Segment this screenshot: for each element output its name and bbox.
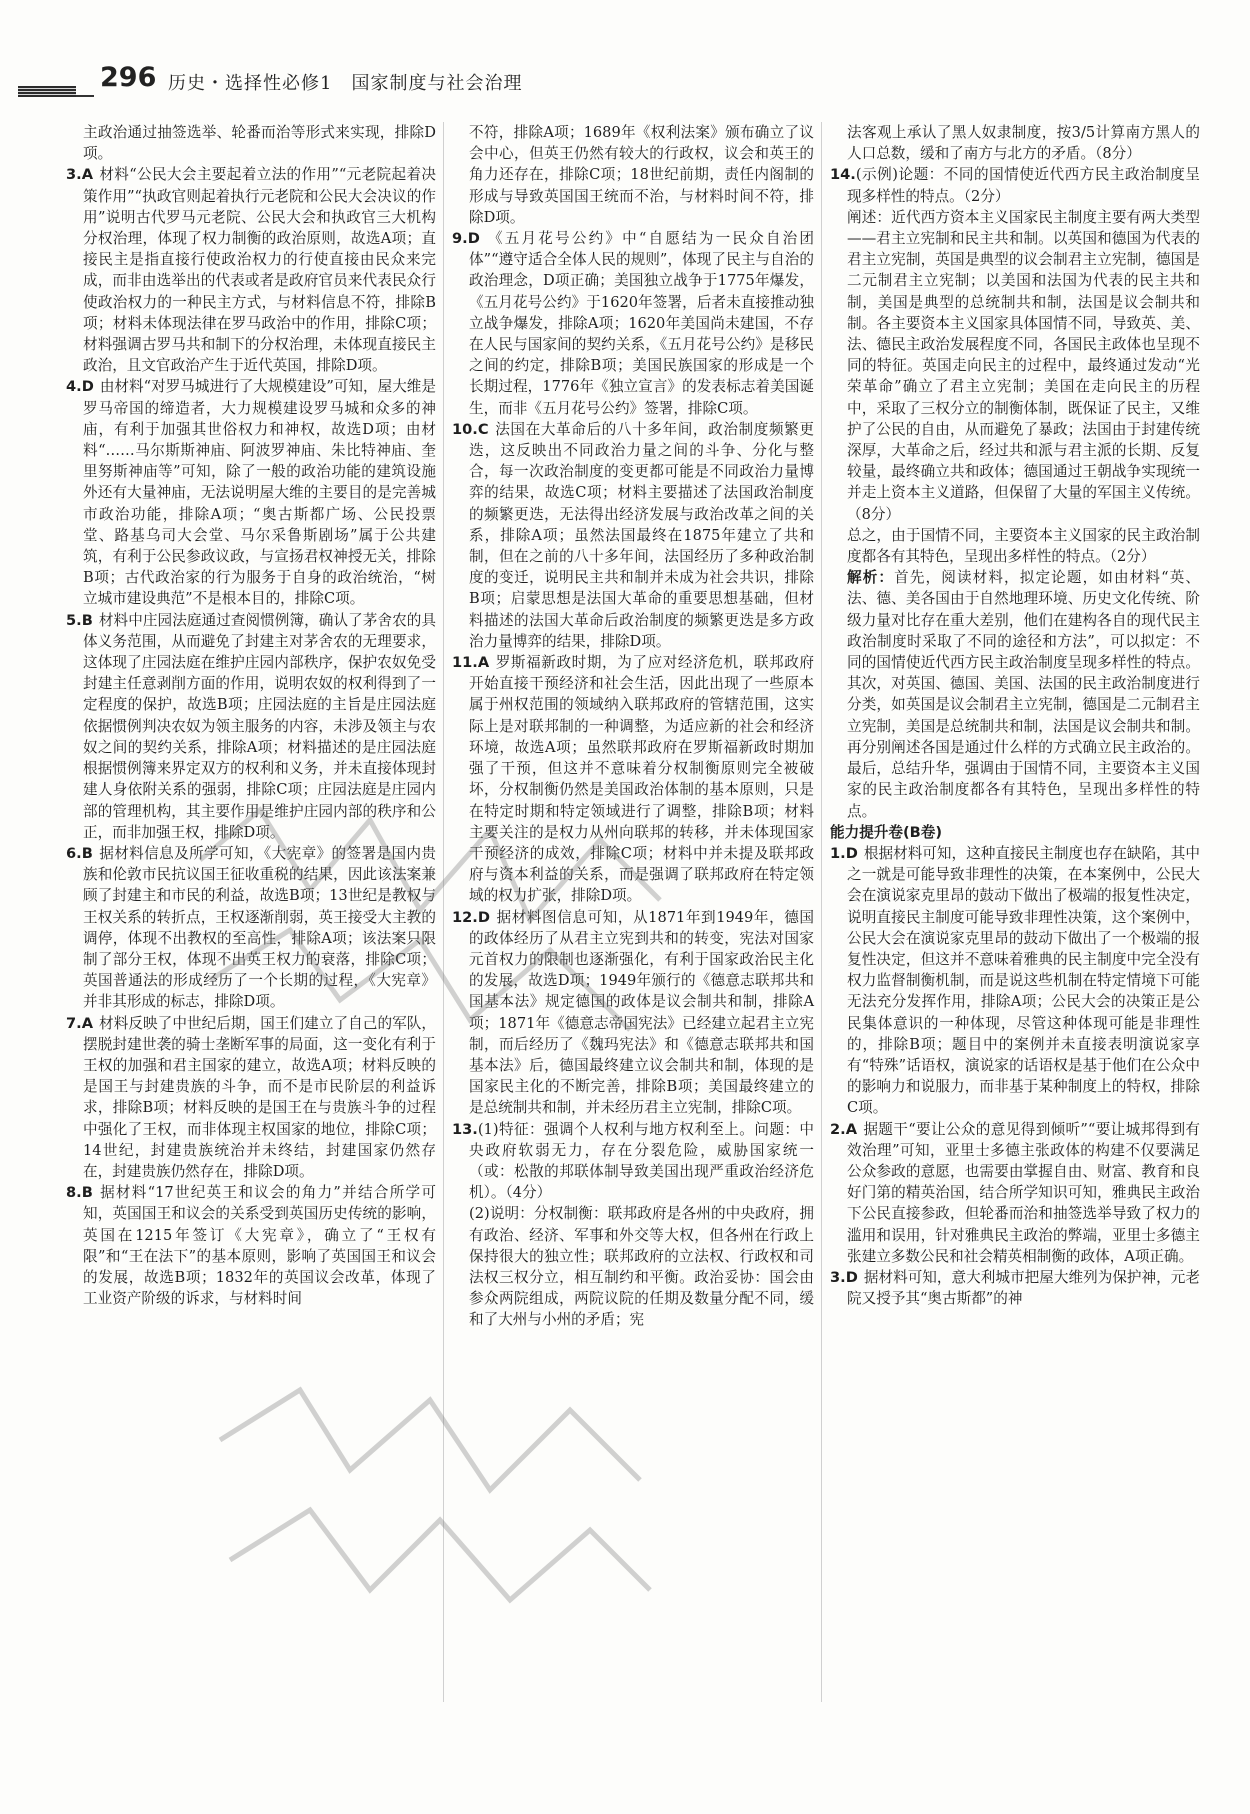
answer-explanation: 据材料信息及所学可知，《大宪章》的签署是国内贵族和伦敦市民抗议国王征收重税的结果，因此该法案兼顾了封建主和市民的利益，故选B项；13世纪是教权与王权关系的转折点，王权逐渐削弱，英王接受大主教的调停，体现不出教权的至高性，排除A项；该法案只限制了部分王权，体现不出英王权力的衰落，排除C项；英国普通法的形成经历了一个长期的过程，《大宪章》并非其形成的标志，排除D项。: [83, 844, 436, 1011]
answer-item: [452, 907, 814, 1119]
answer-item: [66, 376, 436, 609]
answer-item: [830, 1267, 1200, 1309]
answer-explanation: 据材料可知，意大利城市把屋大维列为保护神，元老院又授予其“奥古斯都”的神: [847, 1268, 1200, 1308]
column-divider: [443, 122, 444, 1702]
question-number: 5.: [66, 611, 82, 629]
answer-choice: A: [81, 166, 93, 184]
answer-choice: D: [845, 844, 858, 862]
header-title: 历史・选择性必修1 国家制度与社会治理: [168, 73, 523, 94]
answer-explanation: 据题干“要让公众的意见得到倾听”“要让城邦得到有效治理”可知，亚里士多德主张政体的构建不仅要满足公众参政的意愿，也需要由掌握自由、财富、教育和良好门第的精英治国，结合所学知识可知，雅典民主政治下公民直接参政，但轮番而治和抽签选举导致了权力的滥用和误用，针对雅典民主政治的弊端，亚里士多德主张建立多数公民和社会精英相制衡的政体，A项正确。: [847, 1120, 1200, 1265]
q14-analysis: [830, 567, 1200, 821]
answer-item-14: [830, 164, 1200, 821]
answer-item: [452, 1203, 814, 1330]
answer-item: [66, 610, 436, 843]
answer-explanation: 据材料“17世纪英王和议会的角力”并结合所学可知，英国国王和议会的关系受到英国历史传统的影响，英国在1215年签订《大宪章》，确立了“王权有限”和“王在法下”的基本原则，影响了英国国王和议会的发展，故选B项；1832年的英国议会改革，体现了工业资产阶级的诉求，与材料时间: [83, 1184, 436, 1308]
answer-choice: B: [81, 611, 93, 629]
answer-column-right: [830, 122, 1200, 1309]
answer-item: [66, 1182, 436, 1309]
answer-choice: A: [477, 654, 490, 672]
answer-explanation: 《五月花号公约》中“自愿结为一民众自治团体”“遵守适合全体人民的规则”，体现了民主与自治的政治理念，D项正确；美国独立战争于1775年爆发，《五月花号公约》于1620年签署，后者未直接推动独立战争爆发，排除A项；1620年美国尚未建国，不存在人民与国家间的契约关系，《五月花号公约》是移民之间的约定，排除B项；美国民族国家的形成是一个长期过程，1776年《独立宣言》的发表标志着美国诞生，而非《五月花号公约》签署，排除C项。: [469, 230, 814, 417]
answer-explanation: 材料反映了中世纪后期，国王们建立了自己的军队，摆脱封建世袭的骑士垄断军事的局面，这一变化有利于王权的加强和君主国家的建立，故选A项；材料反映的是国王与封建贵族的斗争，而不是市民阶层的利益诉求，排除B项；材料反映的是国王在与贵族斗争的过程中强化了王权，而非体现主权国家的地位，排除C项；14世纪，封建贵族统治并未终结，封建国家仍然存在，封建贵族仍然存在，排除D项。: [83, 1014, 436, 1180]
answer-choice: A: [845, 1120, 857, 1138]
q14-elaboration: 阐述：近代西方资本主义国家民主制度主要有两大类型——君主立宪制和民主共和制。以英国和德国为代表的君主立宪制，英国是典型的议会制君主立宪制，德国是二元制君主立宪制；以美国和法国为代表的民主共和制，美国是典型的总统制共和制，法国是议会制共和制。各主要资本主义国家具体国情不同，导致英、美、法、德民主政治发展程度不同，各国民主政体也呈现不同的特征。英国走向民主的过程中，最终通过发动“光荣革命”确立了君主立宪制；美国在走向民主的历程中，采取了三权分立的制衡体制，既保证了民主，又维护了公民的自由，从而避免了暴政；法国由于封建传统深厚，大革命之后，经过共和派与君主派的长期、反复较量，最终确立共和政体；德国通过王朝战争实现统一并走上资本主义道路，但保留了大量的军国主义传统。（8分）: [847, 208, 1200, 523]
answer-explanation: 材料中庄园法庭通过查阅惯例簿，确认了茅舍农的具体义务范围，从而避免了封建主对茅舍农的无理要求，这体现了庄园法庭在维护庄园内部秩序，保护农奴免受封建主任意剥削方面的作用，说明农奴的权利得到了一定程度的保护，故选B项；庄园法庭的主旨是庄园法庭依据惯例判决农奴为领主服务的内容，未涉及领主与农奴之间的契约关系，排除A项；材料描述的是庄园法庭根据惯例簿来界定双方的权利和义务，并未直接体现封建人身依附关系的强弱，排除C项；庄园法庭是庄园内部的管理机构，其主要作用是维护庄园内部的秩序和公正，而非加强王权，排除D项。: [83, 611, 436, 841]
continued-text: 法客观上承认了黑人奴隶制度，按3/5计算南方黑人的人口总数，缓和了南方与北方的矛盾。（8分）: [847, 124, 1200, 163]
answer-choice: B: [81, 844, 93, 862]
answer-choice: D: [467, 230, 480, 248]
answer-choice: D: [81, 378, 94, 396]
answer-column-left: [66, 122, 436, 1309]
question-number: 8.: [66, 1184, 82, 1202]
question-number: 3.: [66, 166, 82, 184]
answer-explanation: (1)特征：强调个人权利与地方权利至上。问题：中央政府软弱无力，存在分裂危险，威胁国家统一（或：松散的邦联体制导致美国出现严重政治经济危机）。（4分）: [469, 1120, 814, 1202]
continued-text: 不符，排除A项；1689年《权利法案》颁布确立了议会中心，但英王仍然有较大的行政权，议会和英王的角力还存在，排除C项；18世纪前期，责任内阁制的形成与导致英国国王统而不治，与材料时间不符，排除D项。: [469, 124, 814, 226]
column-divider: [821, 122, 822, 1702]
answer-explanation: 罗斯福新政时期，为了应对经济危机，联邦政府开始直接干预经济和社会生活，因此出现了一些原本属于州权范围的领域纳入联邦政府的管辖范围，这实际上是对联邦制的一种调整，为适应新的社会和经济环境，故选A项；虽然联邦政府在罗斯福新政时期加强了干预，但这并不意味着分权制衡原则完全被破坏，分权制衡仍然是美国政治体制的基本原则，只是在特定时期和特定领域进行了调整，排除B项；材料主要关注的是权力从州向联邦的转移，并未体现国家干预经济的成效，排除C项；材料中并未提及联邦政府与资本利益的关系，而是强调了联邦政府在特定领域的权力扩张，排除D项。: [469, 654, 814, 905]
answer-explanation: (2)说明：分权制衡：联邦政府是各州的中央政府，拥有政治、经济、军事和外交等大权，但各州在行政上保持很大的独立性；联邦政府的立法权、行政权和司法权三权分立，相互制约和平衡。政治妥协：国会由参众两院组成，两院议院的任期及数量分配不同，缓和了大州与小州的矛盾；宪: [469, 1205, 814, 1329]
q14-thesis: (示例)论题：不同的国情使近代西方民主政治制度呈现多样性的特点。（2分）: [847, 166, 1200, 205]
q14-conclusion: 总之，由于国情不同，主要资本主义国家的民主政治制度都各有其特色，呈现出多样性的特点。（2分）: [847, 526, 1200, 566]
question-number: 9.: [452, 230, 468, 248]
question-number: 12.: [452, 908, 478, 926]
answer-list: [452, 228, 814, 1331]
answer-explanation: 据材料图信息可知，从1871年到1949年，德国的政体经历了从君主立宪到共和的转变，宪法对国家元首权力的限制也逐渐强化，有利于国家政治民主化的发展，故选D项；1949年颁行的《德意志联邦共和国基本法》规定德国的政体是议会制共和制，排除A项；1871年《德意志帝国宪法》已经建立起君主立宪制，而后经历了《魏玛宪法》和《德意志联邦共和国基本法》后，德国最终建立议会制共和制，体现的是国家民主化的不断完善，排除B项；美国最终建立的是总统制共和制，并未经历君主立宪制，排除C项。: [469, 908, 814, 1117]
question-number: 6.: [66, 844, 82, 862]
answer-item: [66, 1013, 436, 1183]
answer-choice: B: [81, 1184, 93, 1202]
answer-item: [830, 843, 1200, 1119]
answer-item: [452, 419, 814, 652]
answer-item: [452, 652, 814, 906]
answer-item: [66, 164, 436, 376]
continued-text: 主政治通过抽签选举、轮番而治等形式来实现，排除D项。: [83, 124, 436, 163]
question-number: 3.: [830, 1268, 846, 1286]
analysis-label: 解析：: [847, 569, 895, 587]
answer-choice: C: [477, 420, 489, 438]
question-number: 14.: [830, 166, 856, 184]
question-number: 10.: [452, 420, 478, 438]
answer-item: [830, 1119, 1200, 1267]
answer-column-middle: [452, 122, 814, 1331]
answer-explanation: 由材料“对罗马城进行了大规模建设”可知，屋大维是罗马帝国的缔造者，大力规模建设罗马城和众多的神庙，有利于加强其世俗权力和神权，故选D项；由材料“……马尔斯斯神庙、阿波罗神庙、朱比特神庙、奎里努斯神庙等”可知，除了一般的政治功能的建筑设施外还有大量神庙，无法说明屋大维的主要目的是完善城市政治功能，排除A项；“奥古斯都广场、公民投票堂、路基乌司大会堂、马尔采鲁斯剧场”属于公共建筑，有利于公民参政议政，与宣扬君权神授无关，排除B项；古代政治家的行为服务于自身的政治统治，“树立城市建设典范”不是根本目的，排除C项。: [83, 378, 436, 608]
page-number: 296: [100, 62, 157, 93]
answer-list: [830, 843, 1200, 1309]
answer-choice: D: [845, 1268, 858, 1286]
answer-choice: A: [81, 1014, 93, 1032]
header-decoration-bar: [18, 86, 76, 97]
question-number: 2.: [830, 1120, 846, 1138]
question-number: 13.: [452, 1120, 478, 1138]
answer-list: [66, 164, 436, 1309]
answer-explanation: 材料“公民大会主要起着立法的作用”“元老院起着决策作用”“执政官则起着执行元老院和公民大会决议的作用”说明古代罗马元老院、公民大会和执政官三大机构分权治理，体现了权力制衡的政治原则，故选A项；直接民主是指直接行使政治权力的行使直接由民众来完成，而非由选举出的代表或者是政府官员来代表民众行使政治权力的一种民主方式，与材料信息不符，排除B项；材料未体现法律在罗马政治中的作用，排除C项；材料强调古罗马共和制下的分权治理，未体现直接民主政治，且文官政治产生于近代英国，排除D项。: [83, 166, 436, 375]
question-number: 1.: [830, 844, 846, 862]
page-header: [0, 62, 1250, 106]
section-title: 能力提升卷(B卷): [830, 823, 943, 841]
answer-item: [452, 228, 814, 419]
answer-choice: D: [477, 908, 490, 926]
header-rule: [76, 95, 94, 97]
question-number: 11.: [452, 654, 478, 672]
answer-item: [66, 843, 436, 1013]
answer-item: [452, 1119, 814, 1204]
answer-explanation: 根据材料可知，这种直接民主制度也存在缺陷，其中之一就是可能导致非理性的决策，在本案例中，公民大会在演说家克里昂的鼓动下做出了极端的报复性决定，说明直接民主制度可能导致非理性决策，这个案例中，公民大会在演说家克里昂的鼓动下做出了一个极端的报复性决定，但这并不意味着雅典的民主制度中完全没有权力监督制衡机制，而是说这些机制在特定情境下可能无法充分发挥作用，排除A项；公民大会的决策正是公民集体意识的一种体现，尽管这种体现可能是非理性的，排除B项；题目中的案例并未直接表明演说家享有“特殊”话语权，演说家的话语权是基于他们在公众中的影响力和说服力，而非基于某种制度上的特权，排除C项。: [847, 844, 1200, 1117]
question-number: 7.: [66, 1014, 82, 1032]
answer-explanation: 法国在大革命后的八十多年间，政治制度频繁更迭，这反映出不同政治力量之间的斗争、分化与整合，每一次政治制度的变更都可能是不同政治力量博弈的结果，故选C项；材料主要描述了法国政治制度的频繁更迭，无法得出经济发展与政治改革之间的关系，排除A项；虽然法国最终在1875年建立了共和制，但在之前的八十多年间，法国经历了多种政治制度的变迁，说明民主共和制并未成为社会共识，排除B项；启蒙思想是法国大革命的重要思想基础，但材料描述的法国大革命后政治制度的频繁更迭是多方政治力量博弈的结果，排除D项。: [469, 420, 814, 650]
analysis-text: 首先，阅读材料，拟定论题，如由材料“英、法、德、美各国由于自然地理环境、历史文化传统、阶级力量对比存在重大差别，他们在建构各自的现代民主政治制度时采取了不同的途径和方法”，可以拟定：不同的国情使近代西方民主政治制度呈现多样性的特点。其次，对英国、德国、美国、法国的民主政治制度进行分类，如英国是议会制君主立宪制，德国是二元制君主立宪制，美国是总统制共和制，法国是议会制共和制。再分别阐述各国是通过什么样的方式确立民主政治的。最后，总结升华，强调由于国情不同，主要资本主义国家的民主政治制度都各有其特色，呈现出多样性的特点。: [847, 569, 1200, 820]
question-number: 4.: [66, 378, 82, 396]
